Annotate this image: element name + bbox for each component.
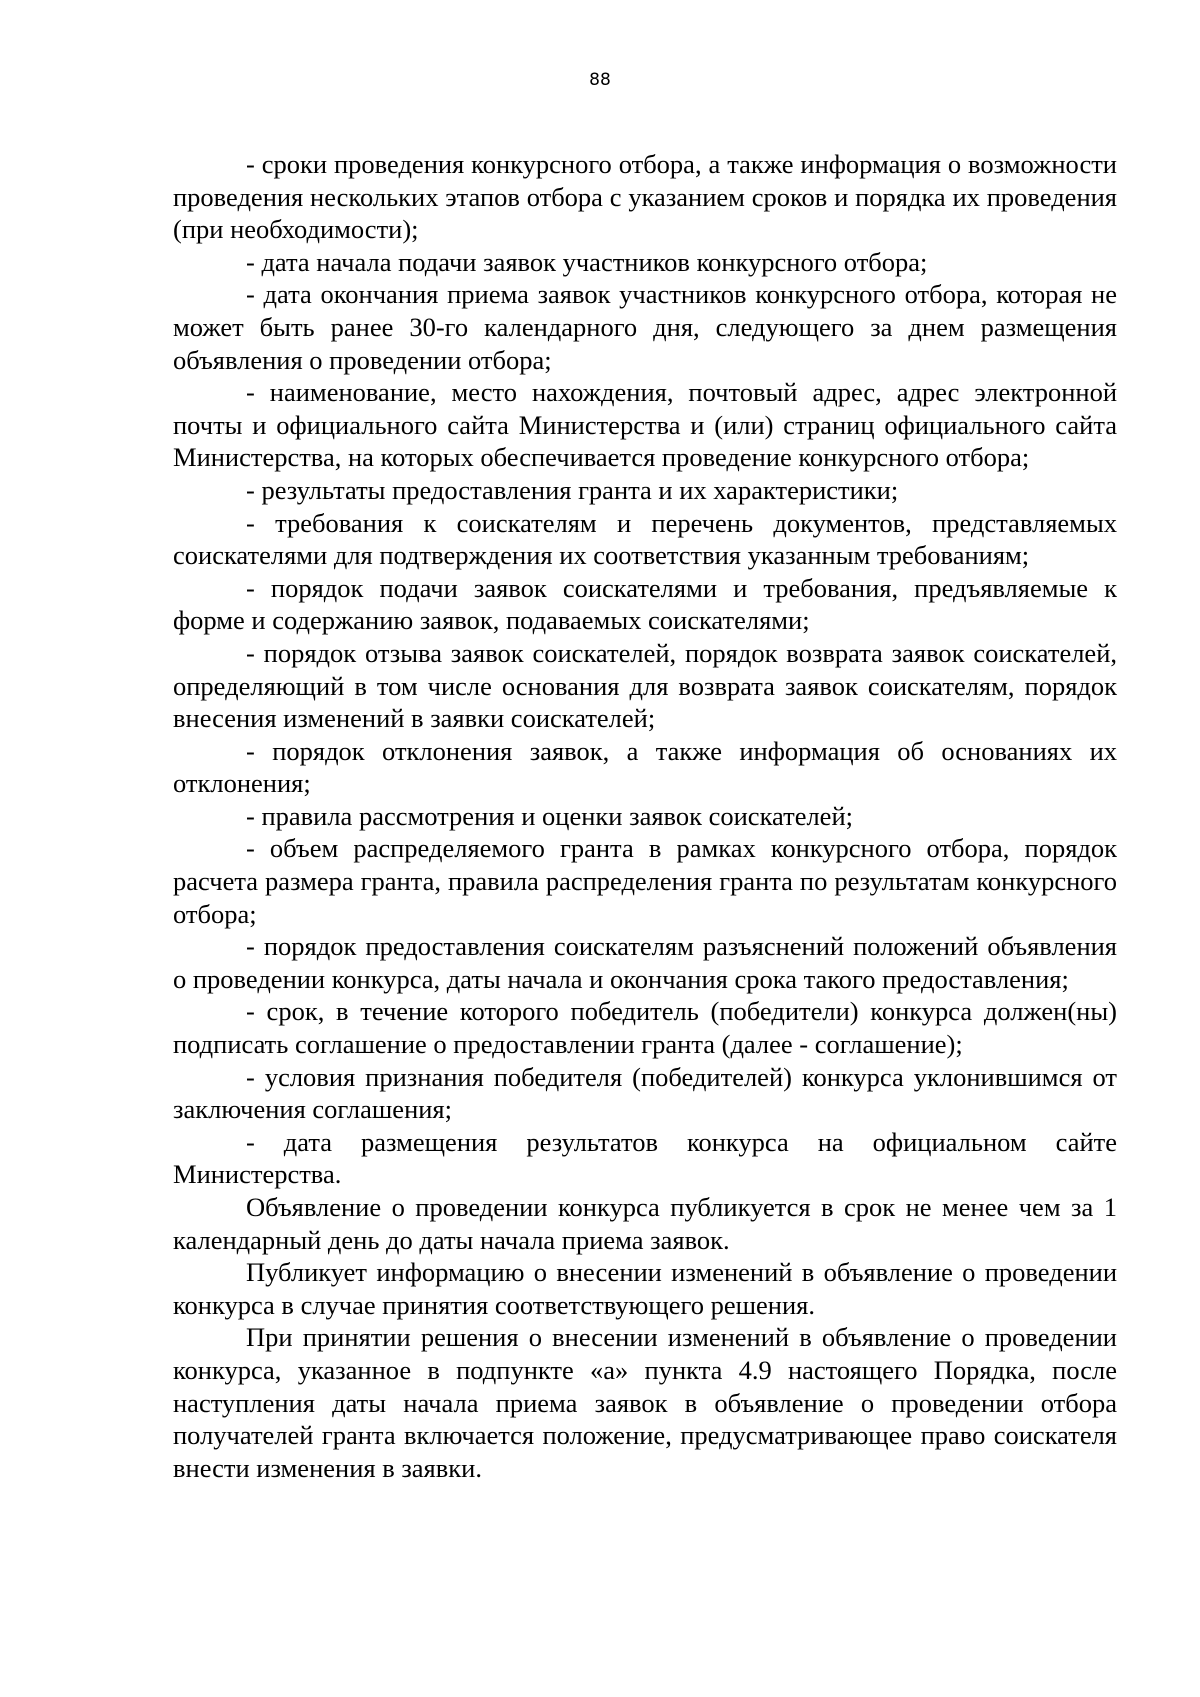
paragraph-application-submission: - порядок подачи заявок соискателями и требования, предъявляемые к форме и содержанию заявок, подаваемых соискателями;	[173, 572, 1117, 636]
paragraph-evasion-conditions: - условия признания победителя (победителей) конкурса уклонившимся от заключения соглашения;	[173, 1061, 1117, 1125]
paragraph-applicant-requirements: - требования к соискателям и перечень документов, представляемых соискателями для подтверждения их соответствия указанным требованиям;	[173, 507, 1117, 571]
paragraph-application-amendments: При принятии решения о внесении изменений в объявление о проведении конкурса, указанное в подпункте «а» пункта 4.9 настоящего Порядка, после наступления даты начала приема заявок в объявление о проведении отбора получателей гранта включается положение, предусматривающее право соискателя внести изменения в заявки.	[173, 1322, 1117, 1483]
paragraph-application-rejection: - порядок отклонения заявок, а также информация об основаниях их отклонения;	[173, 735, 1117, 799]
paragraph-agreement-deadline: - срок, в течение которого победитель (победители) конкурса должен(ны) подписать соглашение о предоставлении гранта (далее - соглашение);	[173, 996, 1117, 1060]
paragraph-application-end-date: - дата окончания приема заявок участников конкурсного отбора, которая не может быть ранее 30-го календарного дня, следующего за днем размещения объявления о проведении отбора;	[173, 279, 1117, 375]
paragraph-announcement-publication: Объявление о проведении конкурса публикуется в срок не менее чем за 1 календарный день до даты начала приема заявок.	[173, 1192, 1117, 1255]
paragraph-grant-results: - результаты предоставления гранта и их характеристики;	[246, 474, 899, 505]
paragraph-grant-volume: - объем распределяемого гранта в рамках конкурсного отбора, порядок расчета размера гранта, правила распределения гранта по результатам конкурсного отбора;	[173, 833, 1117, 929]
page-number: 88	[589, 70, 611, 90]
paragraph-application-withdrawal: - порядок отзыва заявок соискателей, порядок возврата заявок соискателей, определяющий в том числе основания для возврата заявок соискателям, порядок внесения изменений в заявки соискателей;	[173, 637, 1117, 734]
paragraph-evaluation-rules: - правила рассмотрения и оценки заявок соискателей;	[246, 800, 853, 831]
paragraph-application-start-date: - дата начала подачи заявок участников конкурсного отбора;	[246, 246, 928, 277]
document-body	[173, 148, 1117, 1484]
paragraph-competition-terms: - сроки проведения конкурсного отбора, а также информация о возможности проведения нескольких этапов отбора с указанием сроков и порядка их проведения (при необходимости);	[173, 149, 1117, 245]
paragraph-results-publication: - дата размещения результатов конкурса на официальном сайте Министерства.	[173, 1126, 1117, 1190]
paragraph-ministry-contacts: - наименование, место нахождения, почтовый адрес, адрес электронной почты и официального сайта Министерства и (или) страниц официального сайта Министерства, на которых обеспечивается проведение конкурсного отбора;	[173, 377, 1117, 473]
paragraph-announcement-changes: Публикует информацию о внесении изменений в объявление о проведении конкурса в случае принятия соответствующего решения.	[173, 1257, 1117, 1320]
paragraph-clarifications: - порядок предоставления соискателям разъяснений положений объявления о проведении конкурса, даты начала и окончания срока такого предоставления;	[173, 931, 1117, 994]
